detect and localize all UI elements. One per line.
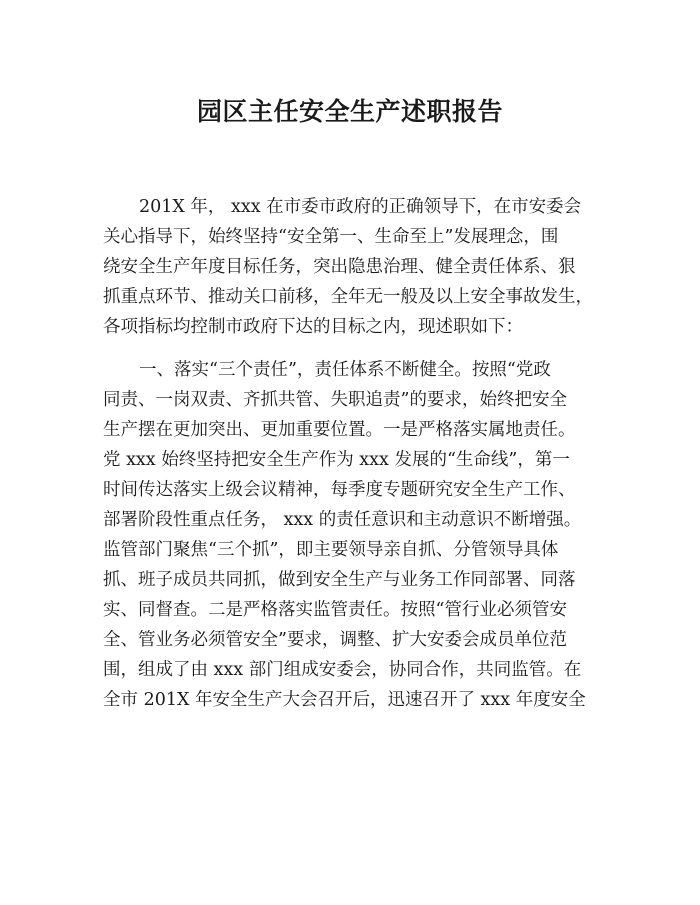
paragraph-line: 各项指标均控制市政府下达的目标之内，现述职如下： bbox=[103, 317, 523, 337]
document-body bbox=[103, 192, 603, 715]
paragraph-line: 关心指导下，始终坚持“安全第一、生命至上”发展理念，围 bbox=[103, 227, 559, 247]
paragraph-line: 抓重点环节、推动关口前移，全年无一般及以上安全事故发生， bbox=[103, 287, 593, 307]
paragraph-line: 全、管业务必须管安全”要求，调整、扩大安委会成员单位范 bbox=[103, 630, 567, 650]
paragraph-line: 全市 201X 年安全生产大会召开后，迅速召开了 xxx 年度安全 bbox=[103, 690, 586, 710]
paragraph-line: 201X 年， xxx 在市委市政府的正确领导下，在市安委会 bbox=[139, 197, 582, 217]
paragraph-line: 部署阶段性重点任务， xxx 的责任意识和主动意识不断增强。 bbox=[103, 510, 582, 530]
paragraph-line: 生产摆在更加突出、更加重要位置。一是严格落实属地责任。 bbox=[103, 420, 576, 440]
paragraph-line: 一、落实“三个责任”，责任体系不断健全。按照“党政 bbox=[139, 360, 551, 380]
paragraph-line: 同责、一岗双责、齐抓共管、失职追责”的要求，始终把安全 bbox=[103, 390, 567, 410]
document-title: 园区主任安全生产述职报告 bbox=[196, 97, 503, 126]
paragraph-line: 围，组成了由 xxx 部门组成安委会，协同合作，共同监管。在 bbox=[103, 660, 582, 680]
paragraph-line: 实、同督查。二是严格落实监管责任。按照“管行业必须管安 bbox=[103, 600, 567, 620]
paragraph-section-one bbox=[103, 355, 603, 715]
paragraph-line: 监管部门聚焦“三个抓”，即主要领导亲自抓、分管领导具体 bbox=[103, 540, 559, 560]
paragraph-line: 绕安全生产年度目标任务，突出隐患治理、健全责任体系、狠 bbox=[103, 257, 576, 277]
paragraph-spacer bbox=[103, 342, 603, 355]
paragraph-line: 党 xxx 始终坚持把安全生产作为 xxx 发展的“生命线”，第一 bbox=[103, 450, 570, 470]
paragraph-line: 时间传达落实上级会议精神，每季度专题研究安全生产工作、 bbox=[103, 480, 576, 500]
paragraph-line: 抓、班子成员共同抓，做到安全生产与业务工作同部署、同落 bbox=[103, 570, 576, 590]
paragraph-intro bbox=[103, 192, 603, 342]
